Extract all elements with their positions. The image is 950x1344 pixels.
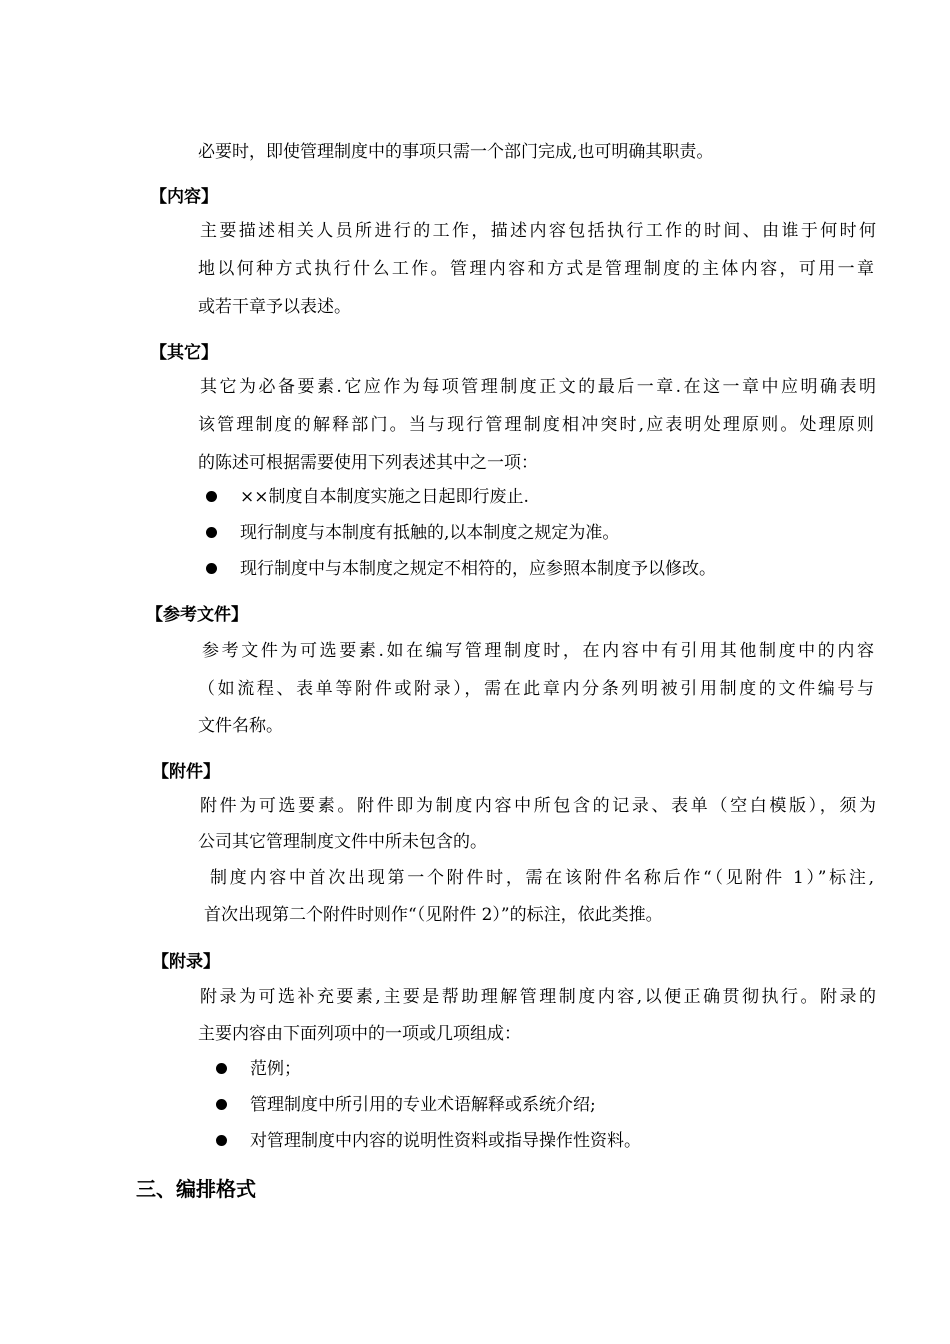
content-line-2: 地以何种方式执行什么工作。管理内容和方式是管理制度的主体内容，可用一章 bbox=[198, 259, 874, 279]
bullet-icon bbox=[206, 563, 217, 574]
heading-attachment: 【附件】 bbox=[152, 762, 220, 782]
content-line-3: 或若干章予以表述。 bbox=[198, 297, 351, 317]
heading-reference: 【参考文件】 bbox=[146, 605, 248, 625]
content-line-1: 主要描述相关人员所进行的工作，描述内容包括执行工作的时间、由谁于何时何 bbox=[200, 221, 876, 241]
bullet-icon bbox=[216, 1063, 227, 1074]
bullet-icon bbox=[216, 1135, 227, 1146]
heading-content: 【内容】 bbox=[150, 187, 218, 207]
heading-other: 【其它】 bbox=[150, 343, 218, 363]
reference-line-2: （如流程、表单等附件或附录），需在此章内分条列明被引用制度的文件编号与 bbox=[198, 679, 874, 699]
appendix-line-1: 附录为可选补充要素,主要是帮助理解管理制度内容,以便正确贯彻执行。附录的 bbox=[200, 987, 876, 1007]
bullet-icon bbox=[206, 527, 217, 538]
bullet-icon bbox=[216, 1099, 227, 1110]
other-bullet-1: ××制度自本制度实施之日起即行废止. bbox=[240, 487, 529, 507]
other-bullet-2: 现行制度与本制度有抵触的,以本制度之规定为准。 bbox=[240, 523, 620, 543]
bullet-icon bbox=[206, 491, 217, 502]
other-line-2: 该管理制度的解释部门。当与现行管理制度相冲突时,应表明处理原则。处理原则 bbox=[198, 415, 874, 435]
appendix-line-2: 主要内容由下面列项中的一项或几项组成： bbox=[198, 1024, 521, 1044]
attachment-line-1: 附件为可选要素。附件即为制度内容中所包含的记录、表单（空白模版），须为 bbox=[200, 796, 876, 816]
other-bullet-3: 现行制度中与本制度之规定不相符的，应参照本制度予以修改。 bbox=[240, 559, 716, 579]
other-line-3: 的陈述可根据需要使用下列表述其中之一项： bbox=[198, 453, 538, 473]
attachment-line-2: 公司其它管理制度文件中所未包含的。 bbox=[198, 832, 487, 852]
attachment-line-3: 制度内容中首次出现第一个附件时，需在该附件名称后作“（见附件 1）”标注, bbox=[210, 868, 874, 888]
attachment-line-4: 首次出现第二个附件时则作“（见附件 2）”的标注，依此类推。 bbox=[204, 905, 663, 925]
heading-appendix: 【附录】 bbox=[152, 952, 220, 972]
other-line-1: 其它为必备要素.它应作为每项管理制度正文的最后一章.在这一章中应明确表明 bbox=[200, 377, 876, 397]
appendix-bullet-1: 范例； bbox=[250, 1059, 301, 1079]
reference-line-3: 文件名称。 bbox=[198, 716, 283, 736]
appendix-bullet-3: 对管理制度中内容的说明性资料或指导操作性资料。 bbox=[250, 1131, 641, 1151]
section-title: 三、编排格式 bbox=[136, 1177, 256, 1201]
intro-line: 必要时，即使管理制度中的事项只需一个部门完成,也可明确其职责。 bbox=[198, 142, 714, 162]
appendix-bullet-2: 管理制度中所引用的专业术语解释或系统介绍; bbox=[250, 1095, 596, 1115]
reference-line-1: 参考文件为可选要素.如在编写管理制度时，在内容中有引用其他制度中的内容 bbox=[202, 641, 874, 661]
